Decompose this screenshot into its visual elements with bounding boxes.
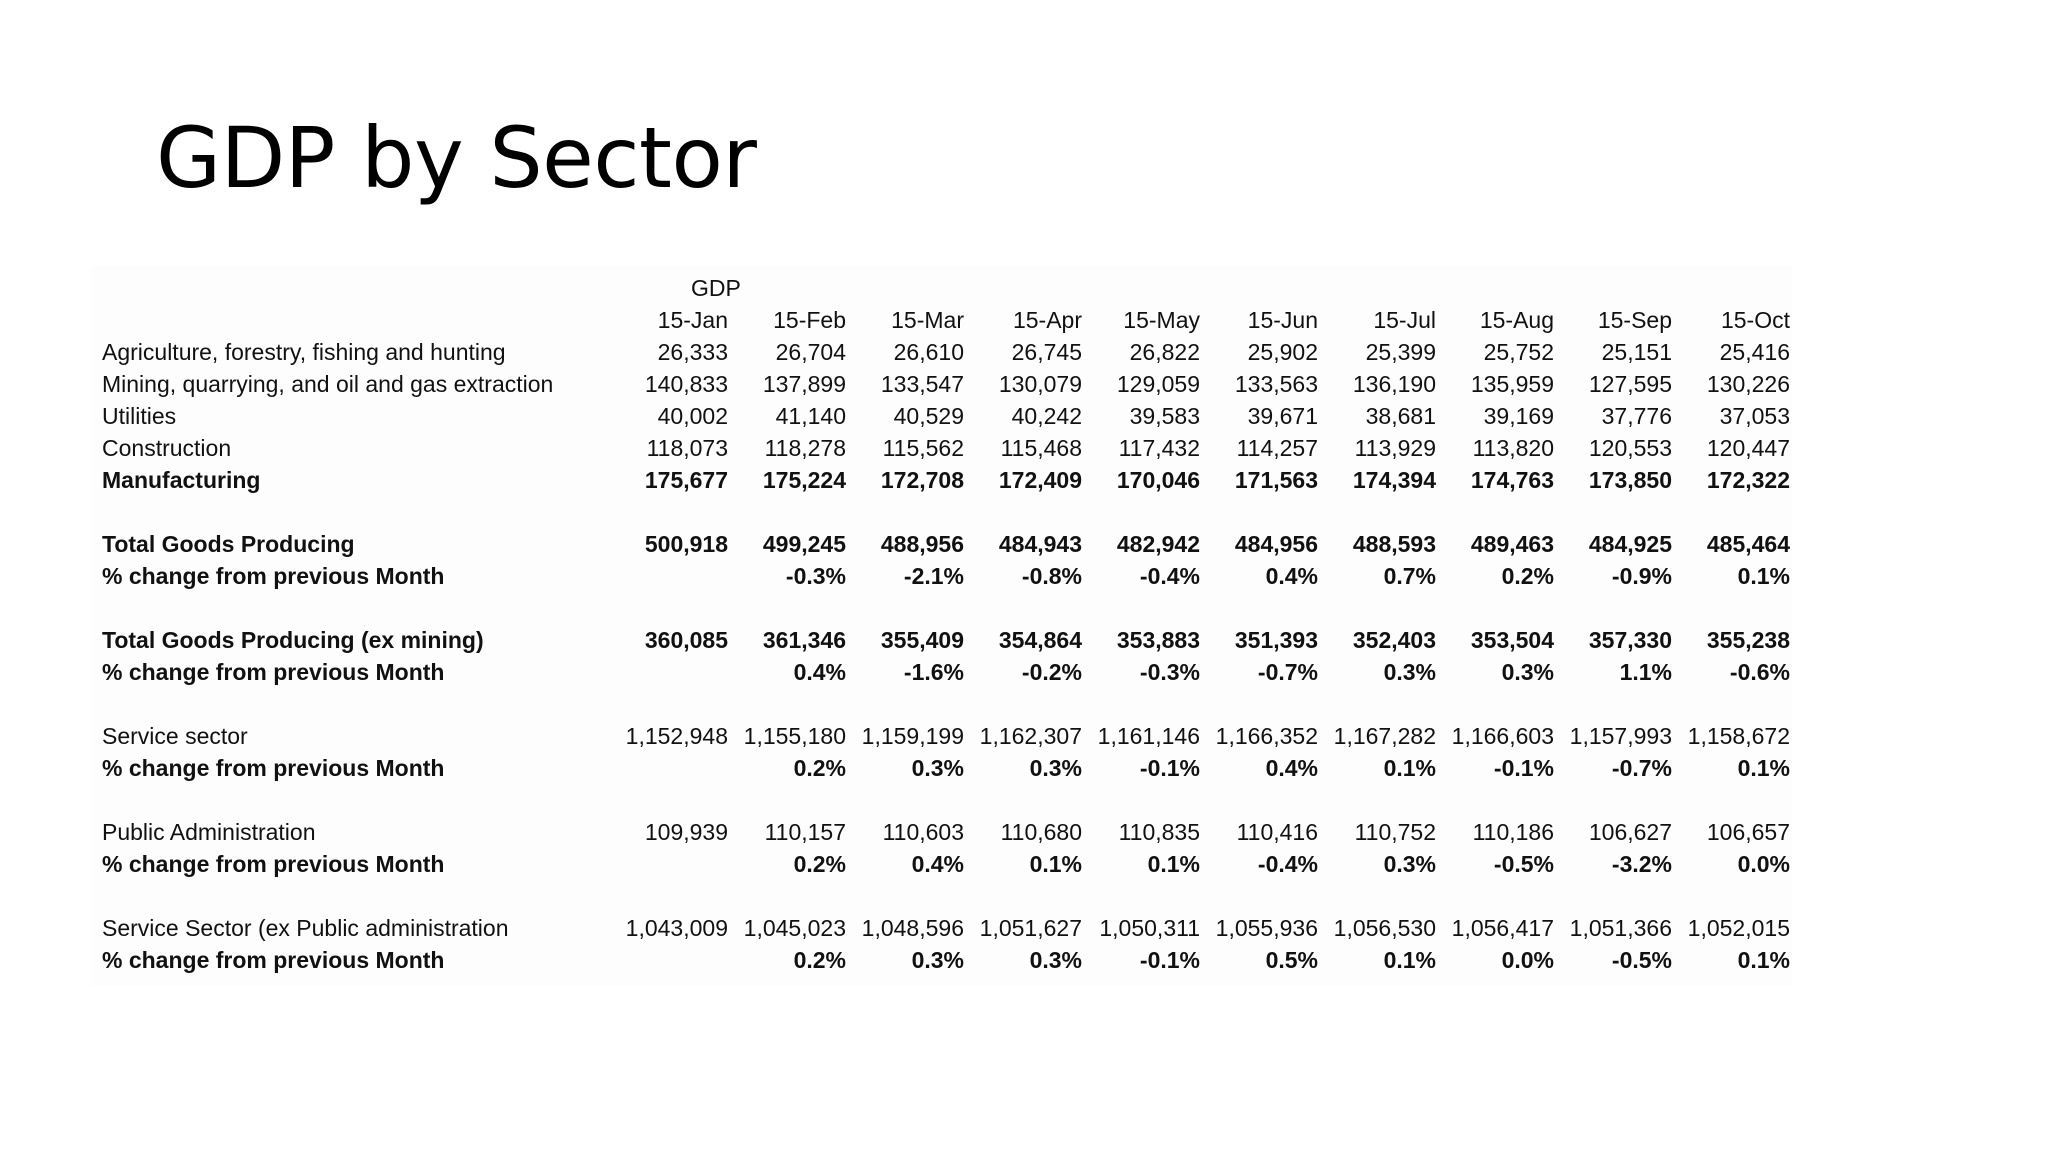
value-cell: 0.3% (1383, 659, 1436, 685)
gdp-group-label: GDP (691, 275, 741, 301)
value-cell: 130,079 (998, 371, 1082, 397)
value-cell: 113,820 (1472, 435, 1554, 461)
value-cell: 1,043,009 (625, 915, 728, 941)
table-row (92, 528, 1790, 560)
value-cell: 0.2% (793, 851, 846, 877)
value-cell: 0.5% (1265, 947, 1318, 973)
value-cell: -0.1% (1139, 755, 1200, 781)
value-cell: -0.6% (1729, 659, 1790, 685)
value-cell: 0.1% (1147, 851, 1200, 877)
column-header: 15-Apr (1012, 307, 1082, 333)
value-cell (610, 848, 728, 880)
value-cell: 0.3% (1029, 755, 1082, 781)
value-cell: 130,226 (1706, 371, 1790, 397)
gdp-table-body (92, 304, 1790, 976)
value-cell: 488,956 (880, 531, 964, 557)
value-cell: 115,562 (882, 435, 964, 461)
value-cell: 0.3% (1383, 851, 1436, 877)
value-cell: -0.1% (1139, 947, 1200, 973)
row-label: Total Goods Producing (102, 531, 355, 557)
value-cell: 0.1% (1737, 563, 1790, 589)
value-cell: 26,333 (657, 339, 728, 365)
value-cell: 26,610 (893, 339, 964, 365)
value-cell: 0.4% (1265, 563, 1318, 589)
column-header: 15-Jul (1373, 307, 1436, 333)
row-label: % change from previous Month (102, 659, 445, 685)
value-cell: 110,416 (1236, 819, 1318, 845)
spacer-cell (92, 592, 1790, 624)
value-cell: 1,050,311 (1099, 915, 1200, 941)
table-row (92, 912, 1790, 944)
value-cell: 1,159,199 (861, 723, 964, 749)
value-cell: 1,056,417 (1451, 915, 1554, 941)
value-cell: 0.4% (1265, 755, 1318, 781)
value-cell: 361,346 (762, 627, 846, 653)
gdp-table-container (92, 266, 1792, 986)
column-header: 15-Aug (1479, 307, 1554, 333)
value-cell: -0.2% (1021, 659, 1082, 685)
value-cell: 170,046 (1116, 467, 1200, 493)
value-cell: 355,409 (880, 627, 964, 653)
table-row (92, 560, 1790, 592)
page-title: GDP by Sector (156, 109, 757, 207)
value-cell: 110,157 (764, 819, 846, 845)
row-label: Construction (102, 435, 232, 461)
value-cell: 37,776 (1601, 403, 1672, 429)
value-cell: 1,161,146 (1097, 723, 1200, 749)
row-label: Agriculture, forestry, fishing and hunting (102, 339, 506, 365)
value-cell: -0.1% (1493, 755, 1554, 781)
spacer-cell (92, 496, 1790, 528)
value-cell: 0.3% (911, 755, 964, 781)
value-cell: -0.5% (1493, 851, 1554, 877)
value-cell: 1,055,936 (1215, 915, 1318, 941)
value-cell: 136,190 (1352, 371, 1436, 397)
value-cell: 120,553 (1588, 435, 1672, 461)
value-cell: 354,864 (998, 627, 1082, 653)
spacer-row (92, 784, 1790, 816)
value-cell: 489,463 (1470, 531, 1554, 557)
value-cell (610, 656, 728, 688)
value-cell: 172,409 (998, 467, 1082, 493)
value-cell: 0.3% (1501, 659, 1554, 685)
value-cell: 353,504 (1470, 627, 1554, 653)
value-cell: 1,167,282 (1333, 723, 1436, 749)
value-cell: 40,002 (657, 403, 728, 429)
value-cell: 120,447 (1706, 435, 1790, 461)
value-cell: 114,257 (1236, 435, 1318, 461)
value-cell: 1,158,672 (1687, 723, 1790, 749)
value-cell: 129,059 (1116, 371, 1200, 397)
value-cell: 0.0% (1501, 947, 1554, 973)
value-cell: 173,850 (1588, 467, 1672, 493)
value-cell: -0.3% (1139, 659, 1200, 685)
column-header: 15-Oct (1720, 307, 1790, 333)
row-label: % change from previous Month (102, 755, 445, 781)
column-header: 15-Jun (1247, 307, 1318, 333)
column-header: 15-Sep (1597, 307, 1672, 333)
value-cell: 110,603 (882, 819, 964, 845)
table-row (92, 624, 1790, 656)
value-cell: 140,833 (644, 371, 728, 397)
spacer-row (92, 496, 1790, 528)
value-cell: 484,925 (1588, 531, 1672, 557)
value-cell: 26,822 (1129, 339, 1200, 365)
value-cell: 37,053 (1719, 403, 1790, 429)
value-cell: 118,073 (646, 435, 728, 461)
value-cell: 106,627 (1588, 819, 1672, 845)
value-cell: 0.1% (1029, 851, 1082, 877)
table-row (92, 848, 1790, 880)
value-cell: 25,752 (1483, 339, 1554, 365)
row-label: Total Goods Producing (ex mining) (102, 627, 484, 653)
value-cell: 25,151 (1601, 339, 1672, 365)
value-cell (610, 944, 728, 976)
table-row (92, 720, 1790, 752)
value-cell: 1,051,627 (979, 915, 1082, 941)
value-cell: -0.7% (1257, 659, 1318, 685)
value-cell: 0.3% (911, 947, 964, 973)
gdp-table (92, 304, 1790, 976)
value-cell: 1,155,180 (743, 723, 846, 749)
value-cell: 39,583 (1129, 403, 1200, 429)
table-row (92, 336, 1790, 368)
value-cell: 0.2% (793, 947, 846, 973)
value-cell: -0.8% (1021, 563, 1082, 589)
value-cell: 175,677 (644, 467, 728, 493)
value-cell: 488,593 (1352, 531, 1436, 557)
value-cell: 25,416 (1719, 339, 1790, 365)
value-cell: -3.2% (1611, 851, 1672, 877)
value-cell: 25,902 (1247, 339, 1318, 365)
row-label: Service sector (102, 723, 248, 749)
value-cell: 127,595 (1588, 371, 1672, 397)
table-row (92, 816, 1790, 848)
value-cell: 133,547 (880, 371, 964, 397)
value-cell: 133,563 (1234, 371, 1318, 397)
value-cell: 0.3% (1029, 947, 1082, 973)
value-cell: 137,899 (762, 371, 846, 397)
value-cell: 106,657 (1706, 819, 1790, 845)
value-cell: 39,671 (1247, 403, 1318, 429)
table-row (92, 752, 1790, 784)
value-cell: 484,943 (998, 531, 1082, 557)
value-cell: -0.7% (1611, 755, 1672, 781)
value-cell: -0.4% (1139, 563, 1200, 589)
column-header: 15-May (1123, 307, 1200, 333)
value-cell: 1,166,352 (1215, 723, 1318, 749)
value-cell: 485,464 (1706, 531, 1790, 557)
spacer-cell (92, 784, 1790, 816)
value-cell: 110,835 (1118, 819, 1200, 845)
spacer-row (92, 880, 1790, 912)
row-label: % change from previous Month (102, 947, 445, 973)
value-cell: 0.1% (1737, 947, 1790, 973)
table-row (92, 656, 1790, 688)
value-cell: -0.3% (785, 563, 846, 589)
value-cell: -0.5% (1611, 947, 1672, 973)
value-cell: 0.2% (793, 755, 846, 781)
spacer-cell (92, 880, 1790, 912)
value-cell: 25,399 (1365, 339, 1436, 365)
value-cell: 355,238 (1706, 627, 1790, 653)
table-row (92, 400, 1790, 432)
value-cell: 174,763 (1470, 467, 1554, 493)
row-label: Mining, quarrying, and oil and gas extraction (102, 371, 554, 397)
value-cell: 135,959 (1470, 371, 1554, 397)
value-cell: 1,048,596 (861, 915, 964, 941)
value-cell: 110,752 (1354, 819, 1436, 845)
value-cell: 38,681 (1365, 403, 1436, 429)
value-cell: 115,468 (1000, 435, 1082, 461)
column-header: 15-Mar (891, 307, 964, 333)
value-cell: 351,393 (1234, 627, 1318, 653)
value-cell: 0.1% (1383, 755, 1436, 781)
value-cell: 41,140 (775, 403, 846, 429)
value-cell: 118,278 (764, 435, 846, 461)
value-cell (610, 752, 728, 784)
value-cell (610, 560, 728, 592)
value-cell: 1,056,530 (1333, 915, 1436, 941)
table-row (92, 464, 1790, 496)
value-cell: 353,883 (1116, 627, 1200, 653)
spacer-row (92, 688, 1790, 720)
row-label: Manufacturing (102, 467, 261, 493)
value-cell: 113,929 (1354, 435, 1436, 461)
value-cell: -2.1% (903, 563, 964, 589)
value-cell: 1,162,307 (979, 723, 1082, 749)
row-label: Public Administration (102, 819, 316, 845)
row-label: Service Sector (ex Public administration (102, 915, 509, 941)
value-cell: 1,052,015 (1687, 915, 1790, 941)
value-cell: 40,242 (1011, 403, 1082, 429)
value-cell: 0.4% (911, 851, 964, 877)
table-header-row (92, 304, 1790, 336)
value-cell: 26,704 (775, 339, 846, 365)
value-cell: 499,245 (762, 531, 846, 557)
value-cell: 352,403 (1352, 627, 1436, 653)
spacer-row (92, 592, 1790, 624)
value-cell: 26,745 (1011, 339, 1082, 365)
column-header: 15-Feb (773, 307, 846, 333)
value-cell: 110,186 (1472, 819, 1554, 845)
table-row (92, 944, 1790, 976)
value-cell: 0.4% (793, 659, 846, 685)
table-row (92, 368, 1790, 400)
value-cell: 0.1% (1383, 947, 1436, 973)
value-cell: 0.0% (1737, 851, 1790, 877)
value-cell: 484,956 (1234, 531, 1318, 557)
value-cell: -1.6% (903, 659, 964, 685)
value-cell: 1,157,993 (1569, 723, 1672, 749)
value-cell: 117,432 (1118, 435, 1200, 461)
value-cell: 172,708 (880, 467, 964, 493)
row-label: % change from previous Month (102, 563, 445, 589)
value-cell: 1,166,603 (1451, 723, 1554, 749)
row-label: % change from previous Month (102, 851, 445, 877)
spacer-cell (92, 688, 1790, 720)
value-cell: 500,918 (644, 531, 728, 557)
table-row (92, 432, 1790, 464)
value-cell: 1,152,948 (625, 723, 728, 749)
value-cell: 357,330 (1588, 627, 1672, 653)
value-cell: 360,085 (644, 627, 728, 653)
value-cell: 482,942 (1116, 531, 1200, 557)
header-blank-cell (92, 304, 610, 336)
value-cell: -0.4% (1257, 851, 1318, 877)
value-cell: -0.9% (1611, 563, 1672, 589)
value-cell: 1.1% (1619, 659, 1672, 685)
value-cell: 110,680 (1000, 819, 1082, 845)
value-cell: 1,051,366 (1569, 915, 1672, 941)
row-label: Utilities (102, 403, 177, 429)
value-cell: 171,563 (1234, 467, 1318, 493)
value-cell: 40,529 (893, 403, 964, 429)
value-cell: 175,224 (762, 467, 846, 493)
value-cell: 174,394 (1352, 467, 1436, 493)
column-header: 15-Jan (657, 307, 728, 333)
value-cell: 1,045,023 (743, 915, 846, 941)
value-cell: 109,939 (644, 819, 728, 845)
value-cell: 0.2% (1501, 563, 1554, 589)
value-cell: 172,322 (1706, 467, 1790, 493)
value-cell: 39,169 (1483, 403, 1554, 429)
value-cell: 0.7% (1383, 563, 1436, 589)
value-cell: 0.1% (1737, 755, 1790, 781)
